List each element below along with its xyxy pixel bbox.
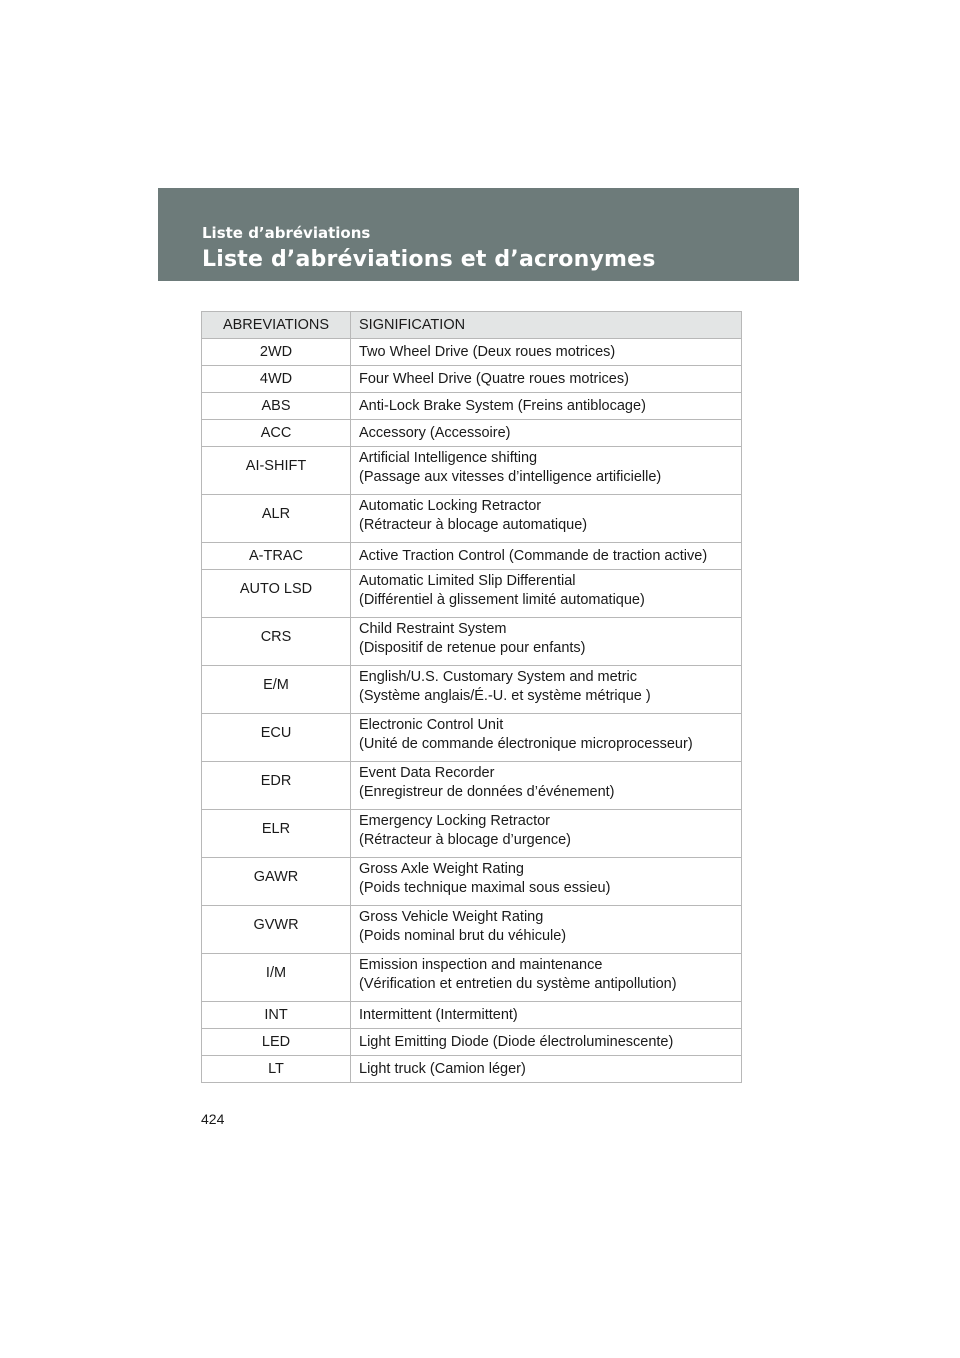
signification-cell [351, 1029, 742, 1056]
abbreviation-cell: ALR [202, 495, 351, 543]
signification-line: Accessory (Accessoire) [359, 425, 511, 441]
signification-line: Gross Vehicle Weight Rating [359, 909, 544, 925]
table-row [202, 954, 742, 1002]
abbreviation-cell: ACC [202, 420, 351, 447]
signification-cell [351, 495, 742, 543]
table-row [202, 1029, 742, 1056]
abbreviation-cell: I/M [202, 954, 351, 1002]
signification-cell [351, 954, 742, 1002]
table-row [202, 714, 742, 762]
section-banner [158, 188, 799, 281]
table-row [202, 1056, 742, 1083]
signification-line: Event Data Recorder [359, 765, 495, 781]
signification-line: (Rétracteur à blocage d’urgence) [359, 832, 571, 848]
signification-line: (Unité de commande électronique microprocesseur) [359, 736, 693, 752]
abbreviation-cell: EDR [202, 762, 351, 810]
signification-line: Intermittent (Intermittent) [359, 1007, 518, 1023]
signification-line: (Poids nominal brut du véhicule) [359, 928, 567, 944]
signification-cell [351, 570, 742, 618]
signification-line: Light Emitting Diode (Diode électroluminescente) [359, 1034, 674, 1050]
signification-cell [351, 393, 742, 420]
abbreviation-cell: A-TRAC [202, 543, 351, 570]
signification-cell [351, 339, 742, 366]
table-row [202, 1002, 742, 1029]
signification-line: (Passage aux vitesses d’intelligence artificielle) [359, 469, 662, 485]
abbreviation-cell: 4WD [202, 366, 351, 393]
signification-line: Anti-Lock Brake System (Freins antiblocage) [359, 398, 646, 414]
signification-line: (Rétracteur à blocage automatique) [359, 517, 588, 533]
column-header-signification: SIGNIFICATION [351, 312, 742, 339]
abbreviation-cell: LT [202, 1056, 351, 1083]
signification-line: Automatic Locking Retractor [359, 498, 542, 514]
signification-line: Artificial Intelligence shifting [359, 450, 538, 466]
abbreviation-cell: ABS [202, 393, 351, 420]
signification-line: English/U.S. Customary System and metric [359, 669, 638, 685]
table-row [202, 618, 742, 666]
table-header-row [202, 312, 742, 339]
signification-line: Automatic Limited Slip Differential [359, 573, 576, 589]
table-row [202, 906, 742, 954]
signification-cell [351, 666, 742, 714]
signification-line: Light truck (Camion léger) [359, 1061, 526, 1077]
signification-line: Gross Axle Weight Rating [359, 861, 524, 877]
table-body [202, 339, 742, 1083]
page-title: Liste d’abréviations et d’acronymes [202, 247, 656, 272]
table-row [202, 762, 742, 810]
abbreviation-cell: LED [202, 1029, 351, 1056]
signification-cell [351, 714, 742, 762]
section-subtitle: Liste d’abréviations [202, 224, 371, 242]
signification-line: Active Traction Control (Commande de traction active) [359, 548, 708, 564]
signification-line: Four Wheel Drive (Quatre roues motrices) [359, 371, 629, 387]
signification-cell [351, 1002, 742, 1029]
table-row [202, 495, 742, 543]
signification-cell [351, 906, 742, 954]
table-row [202, 858, 742, 906]
abbreviation-cell: GAWR [202, 858, 351, 906]
signification-line: (Vérification et entretien du système antipollution) [359, 976, 677, 992]
abbreviations-table [201, 311, 742, 1083]
signification-cell [351, 420, 742, 447]
signification-cell [351, 810, 742, 858]
table-row [202, 810, 742, 858]
signification-cell [351, 618, 742, 666]
abbreviation-cell: 2WD [202, 339, 351, 366]
signification-line: Emission inspection and maintenance [359, 957, 603, 973]
signification-line: Two Wheel Drive (Deux roues motrices) [359, 344, 616, 360]
signification-cell [351, 543, 742, 570]
signification-line: (Système anglais/É.-U. et système métrique ) [359, 688, 651, 704]
table-row [202, 447, 742, 495]
table-row [202, 543, 742, 570]
signification-line: Electronic Control Unit [359, 717, 504, 733]
abbreviation-cell: CRS [202, 618, 351, 666]
table-row [202, 366, 742, 393]
column-header-abbreviations: ABREVIATIONS [202, 312, 351, 339]
signification-cell [351, 858, 742, 906]
signification-cell [351, 447, 742, 495]
signification-cell [351, 1056, 742, 1083]
signification-line: (Différentiel à glissement limité automatique) [359, 592, 645, 608]
table-row [202, 393, 742, 420]
abbreviation-cell: ELR [202, 810, 351, 858]
abbreviation-cell: INT [202, 1002, 351, 1029]
signification-line: (Dispositif de retenue pour enfants) [359, 640, 586, 656]
abbreviation-cell: AUTO LSD [202, 570, 351, 618]
page-number: 424 [201, 1111, 225, 1127]
signification-cell [351, 762, 742, 810]
abbreviation-cell: E/M [202, 666, 351, 714]
abbreviation-cell: AI-SHIFT [202, 447, 351, 495]
signification-line: (Poids technique maximal sous essieu) [359, 880, 611, 896]
signification-line: Child Restraint System [359, 621, 507, 637]
abbreviation-cell: GVWR [202, 906, 351, 954]
signification-line: (Enregistreur de données d’événement) [359, 784, 615, 800]
abbreviation-cell: ECU [202, 714, 351, 762]
table-row [202, 339, 742, 366]
table-row [202, 420, 742, 447]
signification-line: Emergency Locking Retractor [359, 813, 550, 829]
table-row [202, 570, 742, 618]
table-row [202, 666, 742, 714]
signification-cell [351, 366, 742, 393]
